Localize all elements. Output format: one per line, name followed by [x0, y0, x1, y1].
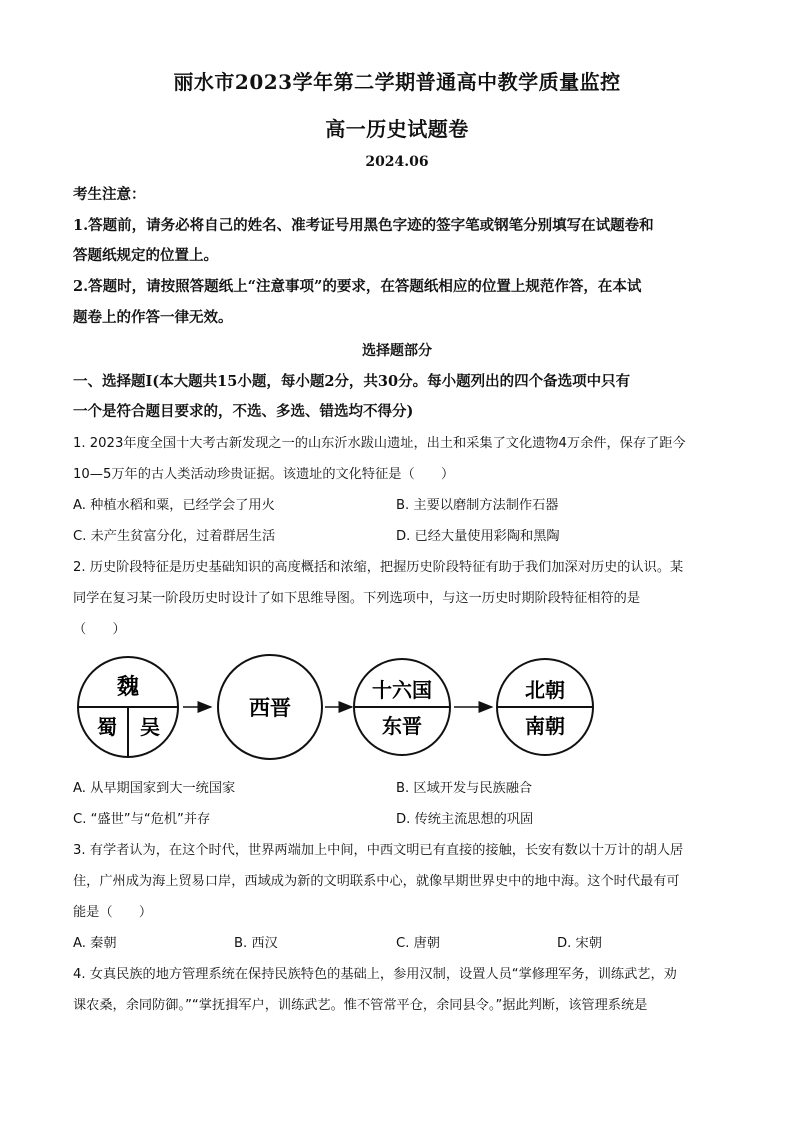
q3-line3: 能是（ ） — [73, 905, 153, 920]
notice-item2-line2: 题卷上的作答一律无效。 — [73, 309, 233, 326]
label-beichao: 北朝 — [525, 678, 565, 702]
q4-line2: 课农桑，余同防御。”“掌抚揖军户，训练武艺。惟不管常平仓，余同县令。”据此判断，该管理系统是 — [73, 998, 648, 1013]
q1-option-b: B. 主要以磨制方法制作石器 — [396, 498, 559, 513]
q3-line1: 3. 有学者认为，在这个时代，世界两端加上中间，中西文明已有直接的接触，长安有数以十万计的胡人居 — [73, 843, 684, 858]
q2-line3: （ ） — [73, 622, 126, 637]
label-wu: 吴 — [140, 715, 160, 739]
label-sixteen-kingdoms: 十六国 — [372, 678, 432, 702]
q2-option-d: D. 传统主流思想的巩固 — [396, 812, 534, 827]
section-instr-line2: 一个是符合题目要求的，不选、多选、错选均不得分) — [73, 403, 414, 420]
exam-subtitle: 高一历史试题卷 — [325, 117, 469, 141]
section-instr-line1: 一、选择题Ⅰ(本大题共15小题，每小题2分，共30分。每小题列出的四个备选项中只有 — [73, 373, 631, 390]
label-shu: 蜀 — [97, 715, 117, 739]
q1-option-d: D. 已经大量使用彩陶和黑陶 — [396, 529, 560, 544]
q3-line2: 住，广州成为海上贸易口岸，西域成为新的文明联系中心，就像早期世界史中的地中海。这个时代最有可 — [73, 874, 680, 889]
q1-line2: 10—5万年的古人类活动珍贵证据。该遗址的文化特征是（ ） — [73, 467, 455, 482]
label-wei: 魏 — [116, 674, 140, 700]
mind-map-diagram — [0, 640, 794, 775]
label-nanchao: 南朝 — [525, 714, 565, 738]
label-xijin: 西晋 — [249, 695, 291, 720]
q1-option-a: A. 种植水稻和粟，已经学会了用火 — [73, 498, 275, 513]
circle-sixteen-kingdoms — [354, 659, 450, 755]
exam-date: 2024.06 — [365, 154, 429, 170]
q3-option-a: A. 秦朝 — [73, 936, 117, 951]
q3-option-c: C. 唐朝 — [396, 936, 440, 951]
q2-line2: 同学在复习某一阶段历史时设计了如下思维导图。下列选项中，与这一历史时期阶段特征相符的是 — [73, 591, 641, 606]
exam-title: 丽水市2023学年第二学期普通高中教学质量监控 — [173, 70, 621, 94]
notice-item1-line1: 1.答题前，请务必将自己的姓名、准考证号用黑色字迹的签字笔或钢笔分别填写在试题卷和 — [73, 217, 654, 234]
notice-item1-line2: 答题纸规定的位置上。 — [73, 247, 218, 264]
notice-heading: 考生注意： — [73, 186, 146, 203]
q4-line1: 4. 女真民族的地方管理系统在保持民族特色的基础上，参用汉制，设置人员“掌修理军务，训练武艺，劝 — [73, 967, 677, 982]
q1-option-c: C. 未产生贫富分化，过着群居生活 — [73, 529, 276, 544]
circle-north-south-dynasties — [497, 659, 593, 755]
q2-line1: 2. 历史阶段特征是历史基础知识的高度概括和浓缩，把握历史阶段特征有助于我们加深对历史的认识。某 — [73, 560, 684, 575]
q1-line1: 1. 2023年度全国十大考古新发现之一的山东沂水跋山遗址，出土和采集了文化遗物4万余件，保存了距今 — [73, 436, 686, 451]
q2-option-a: A. 从早期国家到大一统国家 — [73, 781, 236, 796]
circle-xijin — [218, 655, 322, 759]
q3-option-d: D. 宋朝 — [557, 936, 602, 951]
q3-option-b: B. 西汉 — [234, 936, 278, 951]
section-title: 选择题部分 — [362, 343, 432, 359]
q2-option-b: B. 区域开发与民族融合 — [396, 781, 533, 796]
notice-item2-line1: 2.答题时，请按照答题纸上“注意事项”的要求，在答题纸相应的位置上规范作答，在本试 — [73, 278, 642, 295]
label-dongjin: 东晋 — [382, 714, 422, 738]
circle-wei-shu-wu — [78, 657, 178, 757]
q2-option-c: C. “盛世”与“危机”并存 — [73, 812, 211, 827]
